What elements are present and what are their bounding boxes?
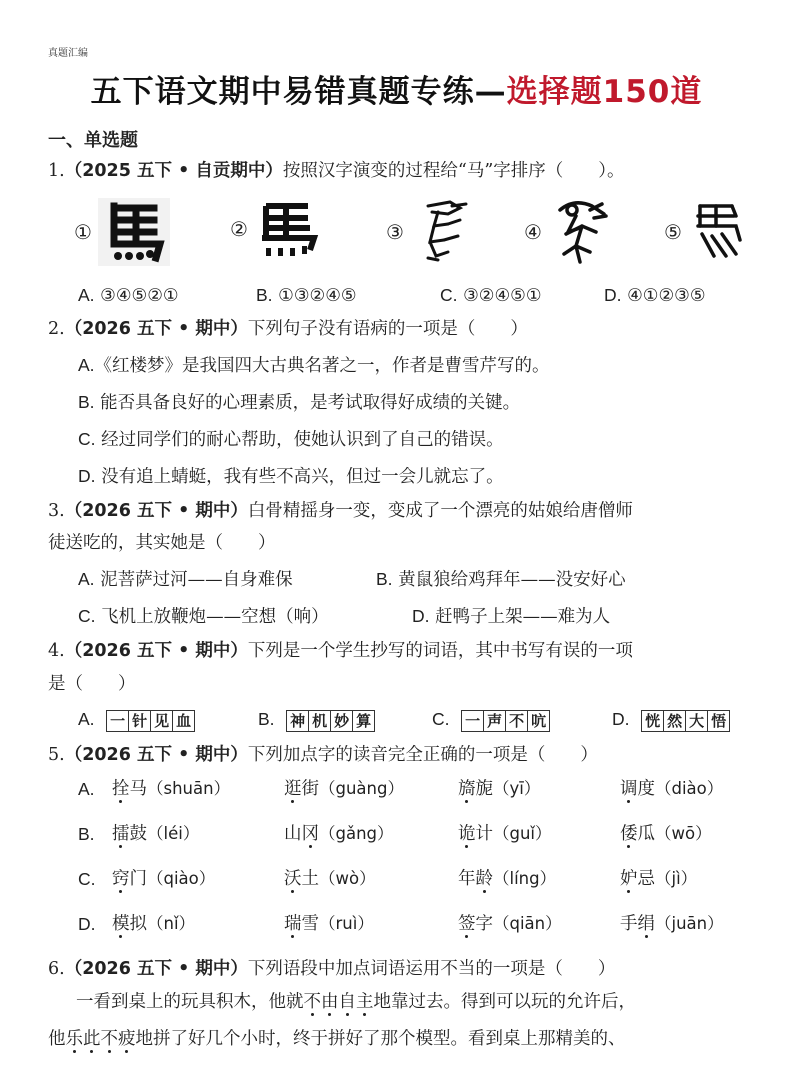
pinyin: （guǐ） (493, 824, 552, 843)
question-4-line2: 是（ ） (48, 674, 136, 694)
word-box: 一 针 见 血 (106, 710, 195, 732)
q3-option-c[interactable]: C. 飞机上放鞭炮——空想（响） (78, 606, 329, 627)
pinyin: （nǐ） (147, 914, 196, 933)
q5-word-item: 手绢（juān） (620, 914, 724, 934)
q2-option-c[interactable]: C. 经过同学们的耐心帮助，使她认识到了自己的错误。 (78, 429, 504, 450)
q5-word-item: 山冈（gǎng） (284, 824, 394, 844)
q4-option-d[interactable]: D. 恍 然 大 悟 (612, 706, 730, 733)
q5-option-label[interactable]: B. (78, 824, 95, 844)
q5-word-item: 逛街（guàng） (284, 779, 404, 799)
glyph-5: ⑤ (664, 196, 748, 268)
q5-word-item: 瑞雪（ruì） (284, 914, 374, 934)
q5-word-item: 擂鼓（léi） (112, 824, 200, 844)
question-2: 2.（2026 五下 • 期中）下列句子没有语病的一项是（ ） (48, 319, 528, 339)
horse-kaishu-traditional-icon (96, 196, 172, 268)
question-4: 4.（2026 五下 • 期中）下列是一个学生抄写的词语，其中书写有误的一项 (48, 641, 633, 661)
dotted-phrase: 乐此不疲 (65, 1029, 136, 1049)
pinyin: （shuān） (147, 779, 231, 798)
dotted-char: 绢 (637, 914, 655, 934)
question-5: 5.（2026 五下 • 期中）下列加点字的读音完全正确的一项是（ ） (48, 745, 598, 765)
page-title: 五下语文期中易错真题专练—选择题150道 (90, 74, 703, 110)
q5-word-item: 拴马（shuān） (112, 779, 231, 799)
horse-lishu-icon (252, 196, 322, 262)
pinyin: （ruì） (319, 914, 374, 933)
q5-word-item: 签字（qiān） (458, 914, 562, 934)
question-6: 6.（2026 五下 • 期中）下列语段中加点词语运用不当的一项是（ ） (48, 959, 616, 979)
q5-word-item: 旖旎（yī） (458, 779, 541, 799)
q5-word-item: 沃土（wò） (284, 869, 376, 889)
dotted-char: 旖 (458, 779, 476, 799)
q3-option-b[interactable]: B. 黄鼠狼给鸡拜年——没安好心 (376, 569, 626, 590)
q5-option-label[interactable]: A. (78, 779, 95, 799)
horse-bronze-script-icon (546, 196, 616, 268)
glyph-4: ④ (524, 196, 616, 268)
q1-option-d[interactable]: D. ④①②③⑤ (604, 285, 706, 305)
dotted-char: 逛 (284, 779, 302, 799)
q5-word-item: 调度（diào） (620, 779, 724, 799)
pinyin: （qiào） (147, 869, 216, 888)
dotted-char: 倭 (620, 824, 638, 844)
horse-oracle-bone-icon (408, 196, 478, 268)
q5-option-label[interactable]: C. (78, 869, 96, 889)
dotted-char: 诡 (458, 824, 476, 844)
dotted-char: 模 (112, 914, 130, 934)
dotted-char: 龄 (475, 869, 493, 889)
glyph-2: ② (230, 196, 322, 262)
section-heading: 一、单选题 (48, 130, 138, 151)
word-box: 神 机 妙 算 (286, 710, 375, 732)
q2-option-d[interactable]: D. 没有追上蜻蜓，我有些不高兴，但过一会儿就忘了。 (78, 466, 504, 487)
q3-option-d[interactable]: D. 赶鸭子上架——难为人 (412, 606, 611, 627)
horse-seal-script-icon (686, 196, 748, 268)
dotted-char: 擂 (112, 824, 130, 844)
q1-option-a[interactable]: A. ③④⑤②① (78, 285, 179, 305)
pinyin: （gǎng） (319, 824, 394, 843)
pinyin: （líng） (493, 869, 557, 888)
dotted-char: 瑞 (284, 914, 302, 934)
q4-option-a[interactable]: A. 一 针 见 血 (78, 706, 195, 733)
word-box: 恍 然 大 悟 (641, 710, 730, 732)
q5-word-item: 年龄（líng） (458, 869, 557, 889)
q5-word-item: 妒忌（jì） (620, 869, 698, 889)
q6-paragraph-line2: 他乐此不疲地拼了好几个小时，终于拼好了那个模型。看到桌上那精美的、 (48, 1029, 626, 1049)
q2-option-a[interactable]: A.《红楼梦》是我国四大古典名著之一，作者是曹雪芹写的。 (78, 355, 550, 376)
dotted-char: 调 (620, 779, 638, 799)
q5-word-item: 诡计（guǐ） (458, 824, 552, 844)
header-tag: 真题汇编 (48, 48, 88, 59)
q5-word-item: 模拟（nǐ） (112, 914, 196, 934)
dotted-char: 拴 (112, 779, 130, 799)
dotted-char: 签 (458, 914, 476, 934)
dotted-phrase: 不由自主 (303, 992, 374, 1012)
pinyin: （wō） (655, 824, 712, 843)
q5-word-item: 倭瓜（wō） (620, 824, 712, 844)
glyph-1: ① (74, 196, 172, 268)
pinyin: （diào） (655, 779, 724, 798)
pinyin: （juān） (655, 914, 724, 933)
pinyin: （qiān） (493, 914, 562, 933)
q1-option-b[interactable]: B. ①③②④⑤ (256, 285, 357, 305)
q1-option-c[interactable]: C. ③②④⑤① (440, 285, 542, 305)
question-3: 3.（2026 五下 • 期中）白骨精摇身一变，变成了一个漂亮的姑娘给唐僧师 (48, 501, 633, 521)
q3-option-a[interactable]: A. 泥菩萨过河——自身难保 (78, 569, 293, 590)
q6-paragraph-line1: 一看到桌上的玩具积木，他就不由自主地靠过去。得到可以玩的允许后， (76, 992, 636, 1012)
pinyin: （léi） (147, 824, 200, 843)
word-box: 一 声 不 吭 (461, 710, 550, 732)
q5-option-label[interactable]: D. (78, 914, 96, 934)
q4-option-c[interactable]: C. 一 声 不 吭 (432, 706, 550, 733)
q2-option-b[interactable]: B. 能否具备良好的心理素质，是考试取得好成绩的关键。 (78, 392, 521, 413)
question-3-line2: 徒送吃的，其实她是（ ） (48, 533, 276, 553)
dotted-char: 窍 (112, 869, 130, 889)
glyph-3: ③ (386, 196, 478, 268)
pinyin: （wò） (319, 869, 376, 888)
dotted-char: 沃 (284, 869, 302, 889)
question-1: 1.（2025 五下 • 自贡期中）按照汉字演变的过程给“马”字排序（ ）。 (48, 161, 625, 181)
q5-word-item: 窍门（qiào） (112, 869, 216, 889)
pinyin: （yī） (493, 779, 541, 798)
dotted-char: 冈 (301, 824, 319, 844)
pinyin: （guàng） (319, 779, 404, 798)
dotted-char: 妒 (620, 869, 638, 889)
q4-option-b[interactable]: B. 神 机 妙 算 (258, 706, 375, 733)
pinyin: （jì） (655, 869, 698, 888)
